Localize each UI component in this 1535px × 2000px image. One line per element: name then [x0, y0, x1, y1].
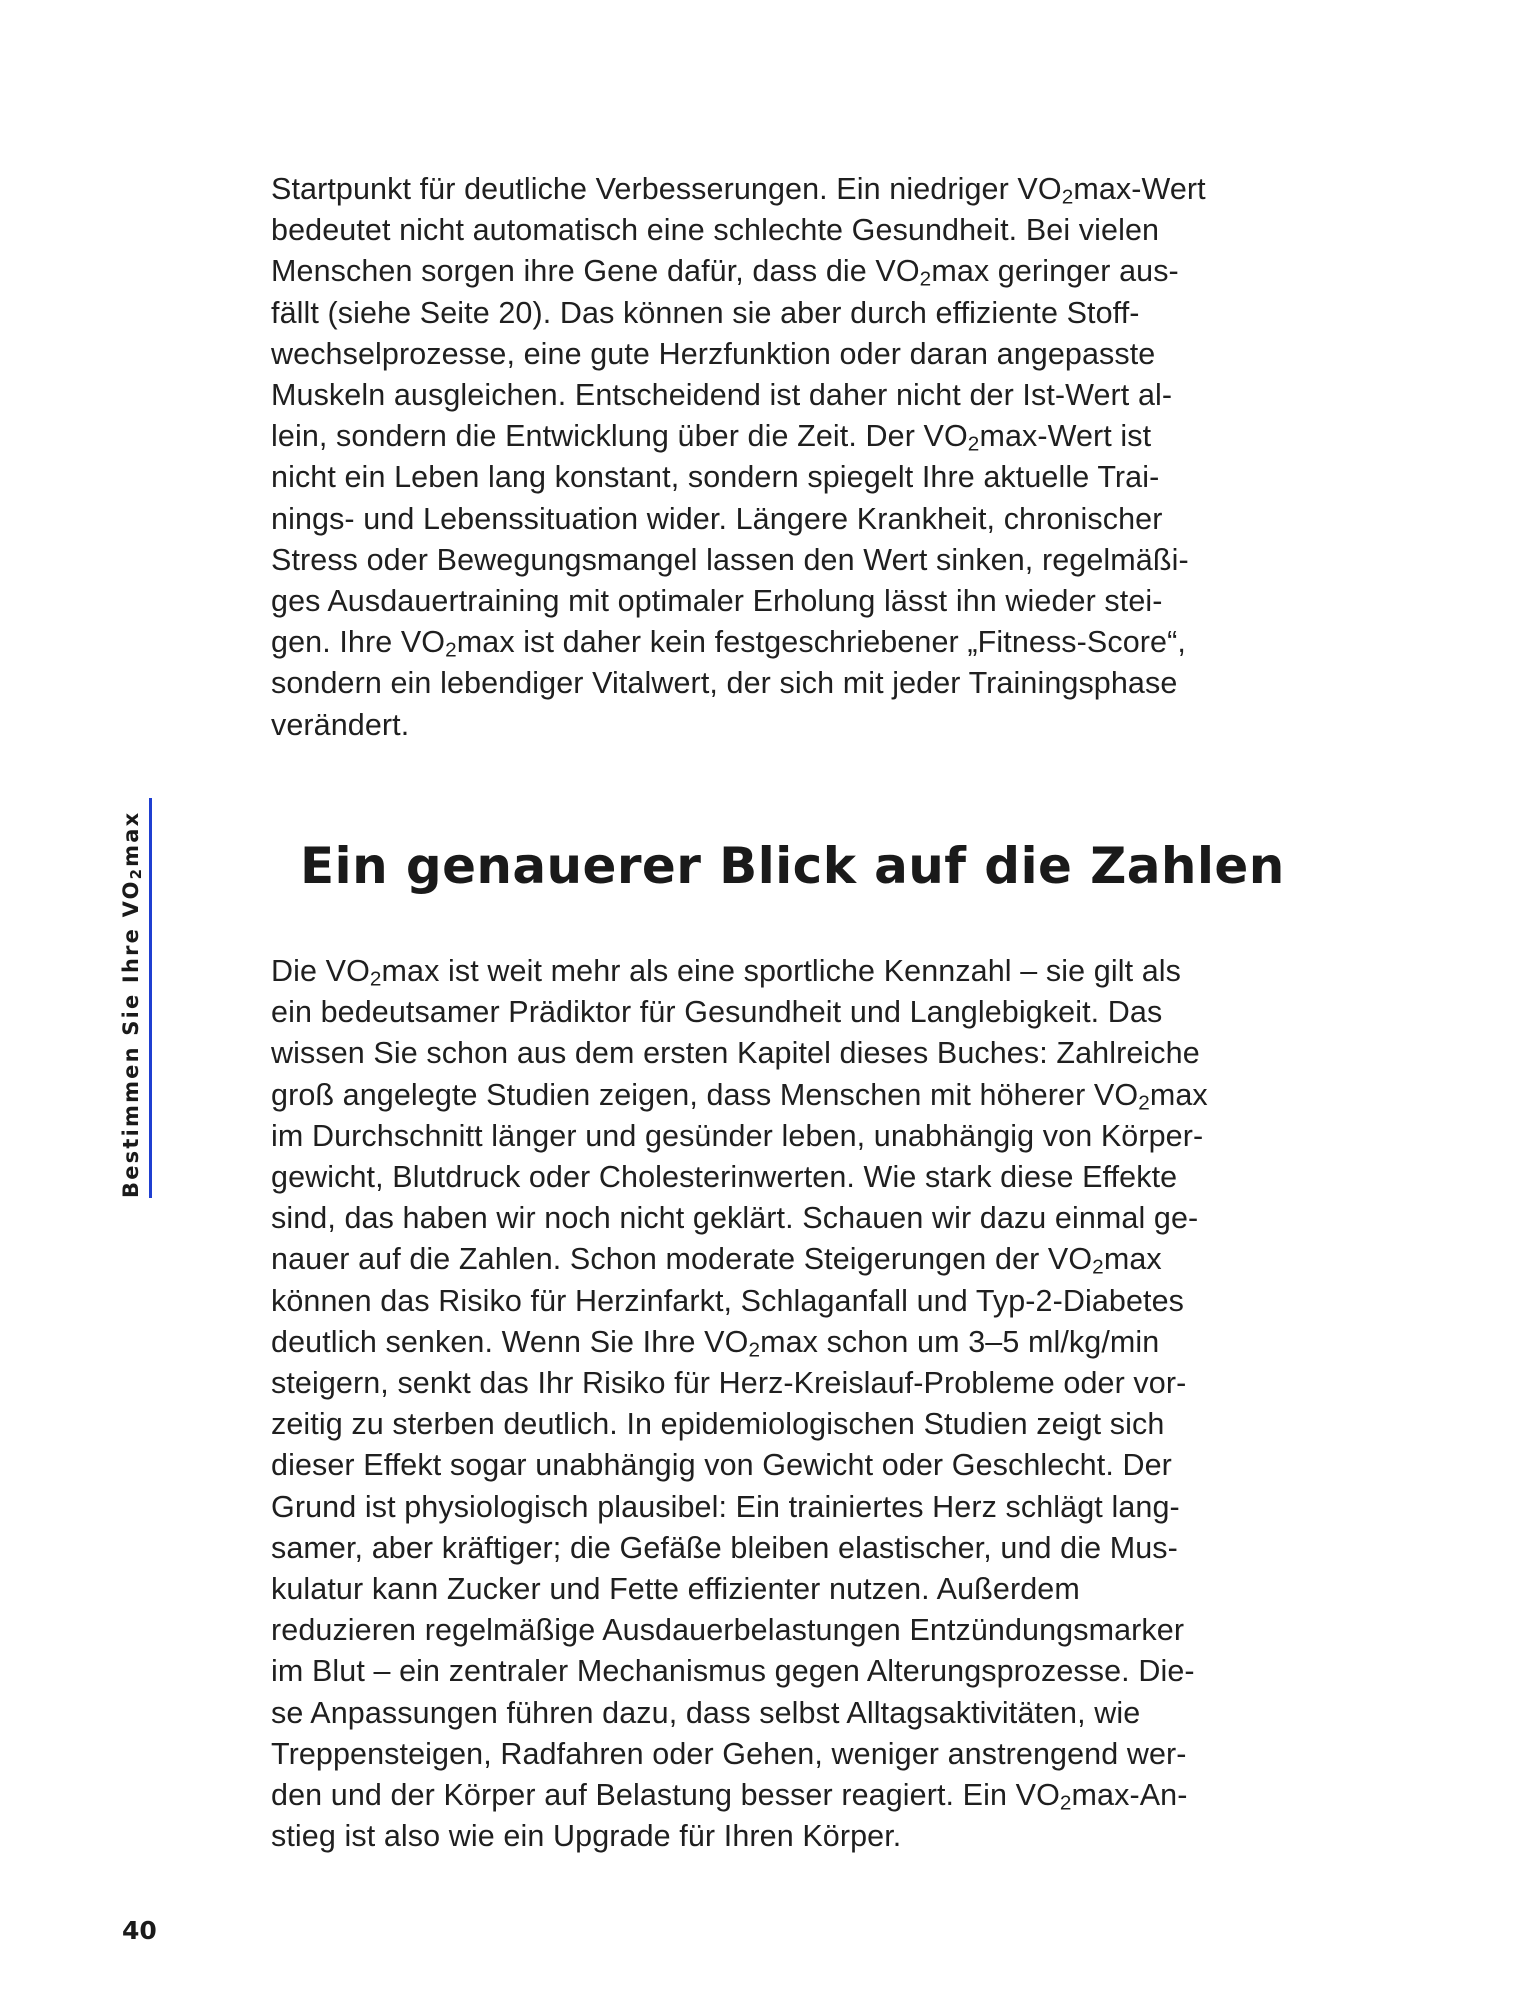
text-line: Muskeln ausgleichen. Entscheidend ist daher nicht der Ist-Wert al- [271, 378, 1173, 413]
text-line: sind, das haben wir noch nicht geklärt. Schauen wir dazu einmal ge- [271, 1201, 1199, 1236]
text-line: dieser Effekt sogar unabhängig von Gewicht oder Geschlecht. Der [271, 1448, 1172, 1483]
text-line: Stress oder Bewegungsmangel lassen den Wert sinken, regelmäßi- [271, 542, 1189, 577]
text-line: nings- und Lebenssituation wider. Längere Krankheit, chronischer [271, 501, 1163, 536]
text-line: verändert. [271, 707, 410, 742]
chapter-side-tab: Bestimmen Sie Ihre $VO_2\max$ [116, 798, 152, 1198]
text-line: den und der Körper auf Belastung besser reagiert. Ein $VO_2\max-An-$ [271, 1778, 1188, 1815]
text-line: Die $VO_2\max$ ist weit mehr als eine sportliche Kennzahl – sie gilt als [271, 954, 1182, 991]
text-line: wissen Sie schon aus dem ersten Kapitel dieses Buches: Zahlreiche [271, 1036, 1200, 1071]
text-line: im Blut – ein zentraler Mechanismus gegen Alterungsprozesse. Die- [271, 1654, 1195, 1689]
text-line: kulatur kann Zucker und Fette effizienter nutzen. Außerdem [271, 1572, 1080, 1607]
text-line: gewicht, Blutdruck oder Cholesterinwerten. Wie stark diese Effekte [271, 1160, 1178, 1195]
text-line: lein, sondern die Entwicklung über die Zeit. Der $VO_2\max$-Wert ist [271, 419, 1152, 456]
text-line: bedeutet nicht automatisch eine schlechte Gesundheit. Bei vielen [271, 213, 1160, 248]
text-line: reduzieren regelmäßige Ausdauerbelastungen Entzündungsmarker [271, 1613, 1185, 1648]
page-number: 40 [122, 1916, 157, 1945]
text-line: gen. Ihre $VO_2\max$ ist daher kein festgeschriebener „Fitness-Score“, [271, 625, 1186, 662]
text-line: Grund ist physiologisch plausibel: Ein trainiertes Herz schlägt lang- [271, 1489, 1180, 1524]
text-line: zeitig zu sterben deutlich. In epidemiologischen Studien zeigt sich [271, 1407, 1165, 1442]
text-line: Menschen sorgen ihre Gene dafür, dass die $VO_2\max$ geringer aus- [271, 254, 1179, 291]
text-line: deutlich senken. Wenn Sie Ihre $VO_2\max$ schon um 3–5 ml/kg/min [271, 1324, 1160, 1362]
text-line: können das Risiko für Herzinfarkt, Schlaganfall und Typ-2-Diabetes [271, 1283, 1185, 1318]
text-line: steigern, senkt das Ihr Risiko für Herz-Kreislauf-Probleme oder vor- [271, 1366, 1187, 1401]
text-line: Startpunkt für deutliche Verbesserungen. Ein niedriger $VO_2\max$-Wert [271, 172, 1206, 209]
text-line: nicht ein Leben lang konstant, sondern spiegelt Ihre aktuelle Trai- [271, 460, 1160, 495]
text-line: ein bedeutsamer Prädiktor für Gesundheit und Langlebigkeit. Das [271, 995, 1163, 1030]
main-paragraph [271, 951, 1281, 1857]
text-line: samer, aber kräftiger; die Gefäße bleiben elastischer, und die Mus- [271, 1530, 1178, 1565]
text-line: wechselprozesse, eine gute Herzfunktion oder daran angepasste [271, 336, 1156, 371]
text-line: groß angelegte Studien zeigen, dass Menschen mit höherer $VO_2\max$ [271, 1077, 1208, 1115]
section-heading: Ein genauerer Blick auf die Zahlen [300, 837, 1285, 895]
text-line: stieg ist also wie ein Upgrade für Ihren Körper. [271, 1819, 902, 1854]
text-line: nauer auf die Zahlen. Schon moderate Steigerungen der $VO_2\max$ [271, 1242, 1162, 1279]
text-line: ges Ausdauertraining mit optimaler Erholung lässt ihn wieder stei- [271, 584, 1163, 619]
text-line: sondern ein lebendiger Vitalwert, der sich mit jeder Trainingsphase [271, 666, 1178, 701]
text-line: im Durchschnitt länger und gesünder leben, unabhängig von Körper- [271, 1118, 1204, 1153]
text-line: fällt (siehe Seite 20). Das können sie aber durch effiziente Stoff- [271, 295, 1140, 330]
text-line: se Anpassungen führen dazu, dass selbst Alltagsaktivitäten, wie [271, 1695, 1141, 1730]
intro-paragraph [271, 169, 1281, 746]
text-line: Treppensteigen, Radfahren oder Gehen, weniger anstrengend wer- [271, 1736, 1187, 1771]
